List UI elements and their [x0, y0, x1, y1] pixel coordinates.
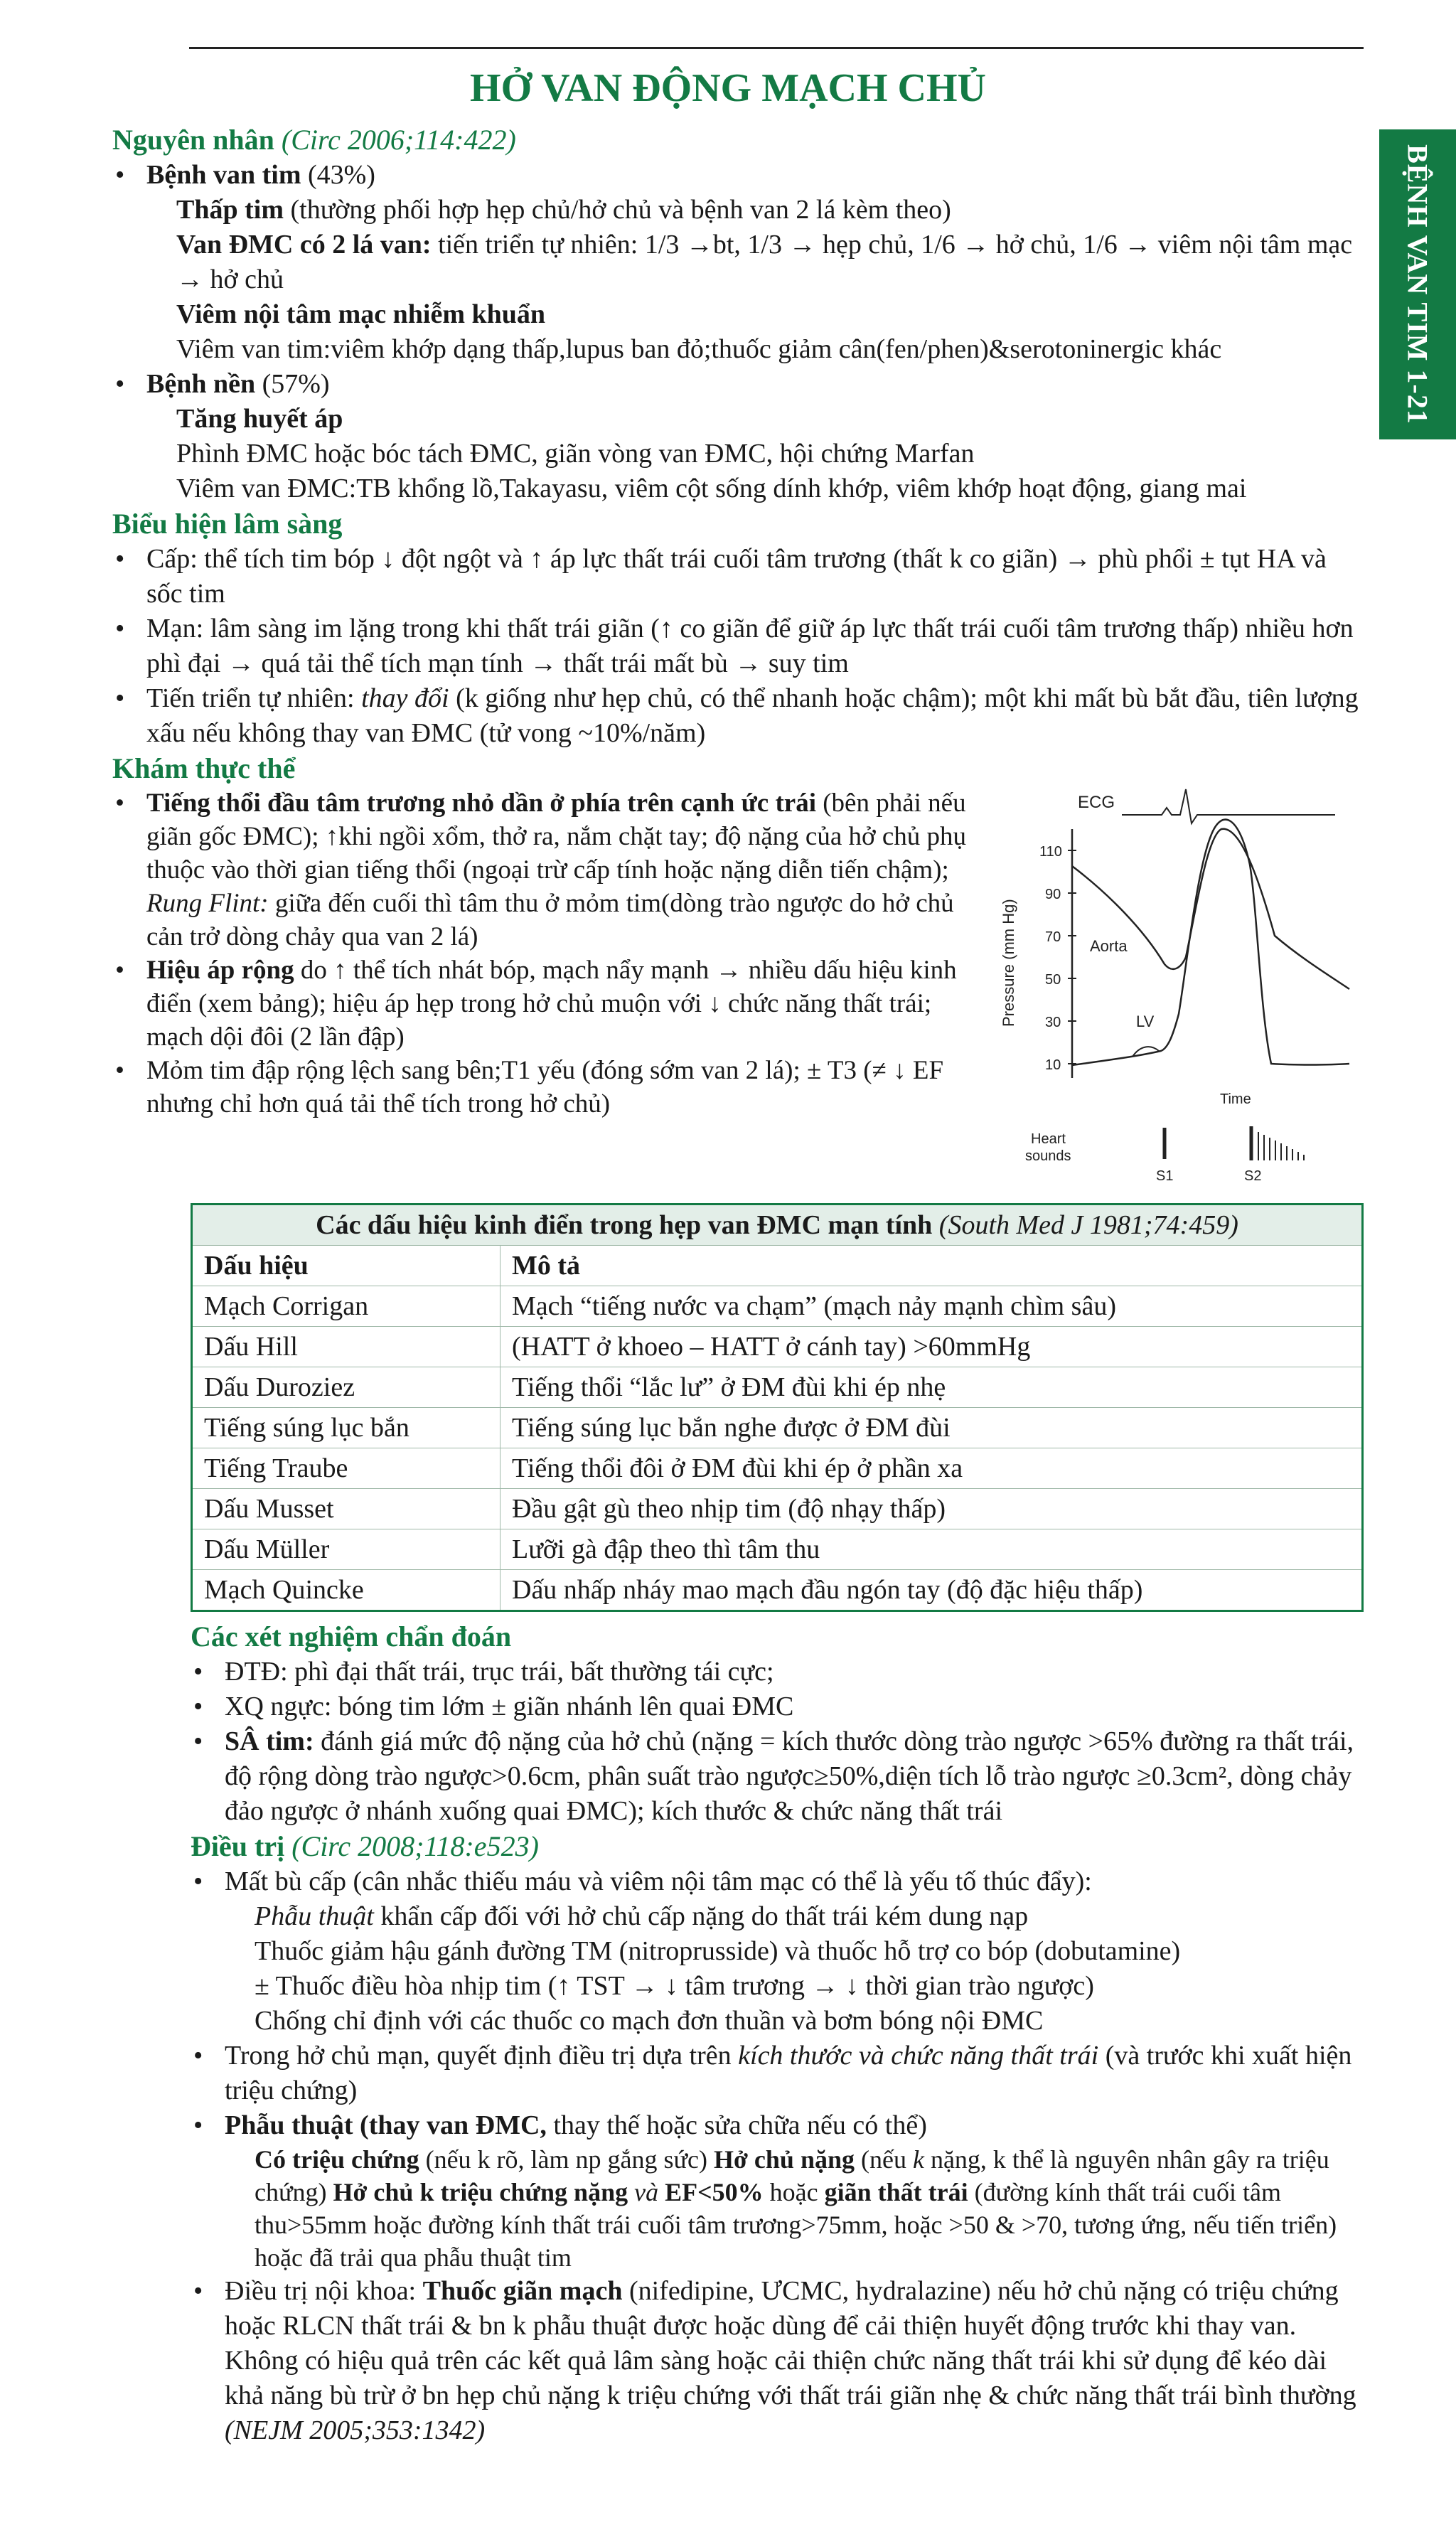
diagnostics-section	[112, 1619, 1364, 2448]
treatment-chronotropic: ± Thuốc điều hòa nhịp tim (↑ TST → ↓ tâm trương → ↓ thời gian trào ngược)	[255, 1971, 1094, 2001]
table-cell-sign: Dấu Duroziez	[192, 1367, 500, 1408]
exam-text	[112, 786, 980, 1185]
diagnostics-ecg: • ĐTĐ: phì đại thất trái, trục trái, bất thường tái cực;	[191, 1655, 1364, 1689]
cause-root-disease	[112, 367, 1364, 402]
table-cell-description: (HATT ở khoeo – HATT ở cánh tay) >60mmHg	[500, 1327, 1363, 1367]
clinical-chronic: • Mạn: lâm sàng im lặng trong khi thất trái giãn (↑ co giãn để giữ áp lực thất trái cuối tâm trương thấp) nhiều hơn phì đại → quá tải thể tích mạn tính → thất trái mất bù → suy tim	[112, 611, 1364, 681]
page-title: HỞ VAN ĐỘNG MẠCH CHỦ	[470, 66, 986, 110]
table-cell-sign: Dấu Müller	[192, 1529, 500, 1570]
table-row	[192, 1448, 1363, 1489]
treatment-asymptomatic-ef: EF<50%	[665, 2178, 764, 2206]
treatment-symptomatic-text: (nếu k rõ, làm np gắng sức)	[425, 2145, 707, 2174]
table-cell-description: Dấu nhấp nháy mao mạch đầu ngón tay (độ đặc hiệu thấp)	[500, 1570, 1363, 1611]
table-cell-description: Tiếng thổi đôi ở ĐM đùi khi ép ở phần xa	[500, 1448, 1363, 1489]
treatment-contraindication: Chống chỉ định với các thuốc co mạch đơn thuần và bơm bóng nội ĐMC	[255, 2006, 1044, 2036]
pressure-waveform-figure	[994, 786, 1364, 1185]
chapter-tab-label: BỆNH VAN TIM 1-21	[1401, 144, 1434, 424]
cause-valve-label: Bệnh van tim	[146, 160, 301, 190]
cause-root-label: Bệnh nền	[146, 369, 256, 399]
cause-endocarditis-label: Viêm nội tâm mạc nhiễm khuẩn	[176, 299, 546, 329]
table-header-description: Mô tả	[500, 1246, 1363, 1286]
treatment-avr	[191, 2108, 1364, 2143]
table-cell-description: Lưỡi gà đập theo thì tâm thu	[500, 1529, 1363, 1570]
exam-section	[112, 786, 1364, 1185]
diagnostics-echo-label: SÂ tim:	[225, 1726, 314, 1756]
classic-signs-table	[191, 1203, 1364, 1612]
treatment-severe-bold: Hở chủ nặng	[714, 2145, 855, 2174]
treatment-heading	[191, 1829, 1364, 1864]
cause-hypertension-label: Tăng huyết áp	[176, 404, 343, 434]
diagnostics-echo	[191, 1724, 1364, 1829]
table-cell-sign: Mạch Quincke	[192, 1570, 500, 1611]
clinical-natural-pre: Tiến triển tự nhiên:	[146, 683, 355, 713]
top-rule	[189, 47, 1364, 49]
treatment-asymptomatic-and: và	[634, 2178, 659, 2206]
exam-pulse-pressure	[112, 954, 980, 1054]
figure-aorta-curve	[1072, 829, 1349, 989]
exam-pulse-bold: Hiệu áp rộng	[146, 956, 294, 985]
clinical-heading: Biểu hiện lâm sàng	[112, 508, 343, 540]
exam-flint-text: giữa đến cuối thì tâm thu ở mỏm tim(dòng trào ngược do hở chủ cản trở dòng chảy qua van 2 lá)	[146, 889, 954, 951]
treatment-heading-text: Điều trị	[191, 1830, 285, 1862]
diagnostics-cxr: • XQ ngực: bóng tim lớm ± giãn nhánh lên quai ĐMC	[191, 1689, 1364, 1724]
cause-bicuspid-text: tiến triển tự nhiên: 1/3 →bt, 1/3 → hẹp chủ, 1/6 → hở chủ, 1/6 → viêm nội tâm mạc → hở chủ	[176, 230, 1353, 294]
cause-valvulitis: Viêm van tim:viêm khớp dạng thấp,lupus ban đỏ;thuốc giảm cân(fen/phen)&serotoninergic khác	[176, 334, 1222, 364]
cause-hypertension	[112, 402, 1364, 437]
treatment-afterload: Thuốc giảm hậu gánh đường TM (nitroprusside) và thuốc hỗ trợ co bóp (dobutamine)	[255, 1936, 1181, 1966]
clinical-acute: • Cấp: thể tích tim bóp ↓ đột ngột và ↑ áp lực thất trái cuối tâm trương (thất k co giãn) → phù phổi ± tụt HA và sốc tim	[112, 542, 1364, 611]
causes-heading	[112, 122, 1364, 158]
treatment-asymptomatic-text: (đường kính thất trái cuối tâm thu>55mm hoặc đường kính thất trái cuối tâm trương>75mm, hoặc >50 & >70, tương ứng, nếu tiến triển) hoặc đã trải qua phẫu thuật tim	[255, 2178, 1337, 2272]
figure-time-label: Time	[1220, 1091, 1251, 1107]
diagnostics-heading: Các xét nghiệm chẩn đoán	[191, 1620, 512, 1652]
cause-aneurysm: Phình ĐMC hoặc bóc tách ĐMC, giãn vòng van ĐMC, hội chứng Marfan	[176, 439, 975, 469]
figure-ecg-trace	[1122, 789, 1335, 823]
treatment-asymptomatic-or: hoặc	[769, 2178, 818, 2206]
treatment-medical-pre: Điều trị nội khoa:	[225, 2276, 417, 2306]
treatment-ref: (Circ 2008;118:e523)	[291, 1830, 539, 1862]
table-caption-ref: (South Med J 1981;74:459)	[938, 1210, 1238, 1240]
exam-flint-label: Rung Flint:	[146, 889, 269, 918]
figure-ytick-70: 70	[1045, 929, 1061, 945]
table-row	[192, 1408, 1363, 1448]
table-cell-sign: Tiếng Traube	[192, 1448, 500, 1489]
treatment-medical-text: (nifedipine, ƯCMC, hydralazine) nếu hở chủ nặng có triệu chứng hoặc RLCN thất trái & bn k phẫu thuật được hoặc dùng để cải thiện huyết động trước khi thay van. Không có hiệu quả trên các kết quả lâm sàng hoặc cải thiện chức năng thất trái khi sử dụng để kéo dài khả năng bù trừ ở bn hẹp chủ nặng k triệu chứng với thất trái giãn nhẹ & chức năng thất trái bình thường	[225, 2276, 1356, 2410]
exam-heading: Khám thực thể	[112, 752, 296, 784]
table-cell-description: Tiếng súng lục bắn nghe được ở ĐM đùi	[500, 1408, 1363, 1448]
table-row	[192, 1367, 1363, 1408]
table-cell-sign: Tiếng súng lục bắn	[192, 1408, 500, 1448]
treatment-chronic	[191, 2039, 1364, 2108]
table-caption	[192, 1205, 1363, 1246]
figure-ecg-label: ECG	[1078, 793, 1115, 812]
cause-valve-disease	[112, 158, 1364, 193]
treatment-medical	[191, 2274, 1364, 2448]
diagnostics-echo-text: đánh giá mức độ nặng của hở chủ (nặng = kích thước dòng trào ngược >65% đường ra thất trái, độ rộng dòng trào ngược>0.6cm, phân suất trào ngược≥50%,diện tích lỗ trào ngược ≥0.3cm², dòng chảy đảo ngược ở nhánh xuống quai ĐMC); kích thước & chức năng thất trái	[225, 1726, 1354, 1826]
figure-s2-label: S2	[1244, 1168, 1262, 1184]
figure-heart-sounds-label-2: sounds	[1025, 1148, 1071, 1164]
cause-root-pct: (57%)	[262, 369, 330, 399]
cause-bicuspid-label: Van ĐMC có 2 lá van:	[176, 230, 432, 260]
figure-s1-label: S1	[1156, 1168, 1174, 1184]
figure-y-label: Pressure (mm Hg)	[1000, 899, 1017, 1027]
treatment-symptomatic-bold: Có triệu chứng	[255, 2145, 419, 2174]
figure-ytick-110: 110	[1039, 844, 1062, 860]
treatment-avr-text: thay thế hoặc sửa chữa nếu có thể)	[553, 2110, 927, 2140]
treatment-surgery-italic: Phẫu thuật	[255, 1901, 374, 1931]
page-content	[112, 122, 1364, 2448]
table-row	[192, 1489, 1363, 1529]
cause-valve-pct: (43%)	[307, 160, 375, 190]
treatment-severe-pre: (nếu	[861, 2145, 906, 2174]
figure-heart-sounds-label-1: Heart	[1031, 1131, 1066, 1147]
figure-aorta-label: Aorta	[1090, 937, 1128, 955]
causes-ref: (Circ 2006;114:422)	[281, 124, 516, 156]
cause-rheumatic-text: (thường phối hợp hẹp chủ/hở chủ và bệnh van 2 lá kèm theo)	[290, 195, 951, 225]
table-cell-sign: Dấu Musset	[192, 1489, 500, 1529]
exam-pulse-text: do ↑ thể tích nhát bóp, mạch nẩy mạnh → nhiều dấu hiệu kinh điển (xem bảng); hiệu áp hẹp trong hở chủ muộn với ↓ chức năng thất trái; mạch dội đôi (2 lần đập)	[146, 956, 957, 1052]
figure-ytick-10: 10	[1045, 1057, 1061, 1073]
treatment-surgery-text: khẩn cấp đối với hở chủ cấp nặng do thất trái kém dung nạp	[380, 1901, 1029, 1931]
table-row	[192, 1327, 1363, 1367]
exam-apex: • Mỏm tim đập rộng lệch sang bên;T1 yếu (đóng sớm van 2 lá); ± T3 (≠ ↓ EF nhưng chỉ hơn quá tải thể tích trong hở chủ)	[112, 1054, 980, 1121]
table-caption-row	[192, 1205, 1363, 1246]
treatment-asymptomatic-bold: Hở chủ k triệu chứng nặng	[333, 2178, 628, 2206]
table-cell-description: Tiếng thổi “lắc lư” ở ĐM đùi khi ép nhẹ	[500, 1367, 1363, 1408]
clinical-natural-italic: thay đổi	[361, 683, 449, 713]
figure-ytick-90: 90	[1045, 887, 1061, 902]
treatment-surgery-urgent	[191, 1899, 1364, 1934]
table-cell-sign: Dấu Hill	[192, 1327, 500, 1367]
causes-heading-text: Nguyên nhân	[112, 124, 274, 156]
treatment-severe-k: k	[912, 2145, 924, 2174]
cause-rheumatic	[112, 193, 1364, 228]
treatment-chronic-post: (và trước khi xuất hiện triệu chứng)	[225, 2041, 1352, 2105]
treatment-chronic-italic: kích thước và chức năng thất trái	[738, 2041, 1099, 2071]
treatment-medical-bold: Thuốc giãn mạch	[422, 2276, 623, 2306]
table-cell-description: Đầu gật gù theo nhịp tim (độ nhạy thấp)	[500, 1489, 1363, 1529]
treatment-avr-bold: Phẫu thuật (thay van ĐMC,	[225, 2110, 547, 2140]
table-row	[192, 1570, 1363, 1611]
treatment-medical-ref: (NEJM 2005;353:1342)	[225, 2415, 486, 2445]
clinical-natural-history	[112, 681, 1364, 751]
figure-ytick-50: 50	[1045, 972, 1061, 988]
figure-lv-label: LV	[1136, 1013, 1155, 1030]
treatment-chronic-pre: Trong hở chủ mạn, quyết định điều trị dựa trên	[225, 2041, 732, 2071]
cause-endocarditis	[112, 297, 1364, 332]
table-row	[192, 1529, 1363, 1570]
table-caption-text: Các dấu hiệu kinh điển trong hẹp van ĐMC mạn tính	[316, 1210, 933, 1240]
table-header-sign: Dấu hiệu	[192, 1246, 500, 1286]
treatment-acute: • Mất bù cấp (cân nhắc thiếu máu và viêm nội tâm mạc có thể là yếu tố thúc đẩy):	[191, 1864, 1364, 1899]
table-row	[192, 1286, 1363, 1327]
cause-rheumatic-label: Thấp tim	[176, 195, 284, 225]
table-header-row	[192, 1246, 1363, 1286]
treatment-severe-post: nặng, k thể là nguyên nhân gây ra triệu chứng)	[255, 2145, 1329, 2206]
chapter-tab	[1379, 129, 1456, 439]
clinical-natural-post: (k giống như hẹp chủ, có thể nhanh hoặc chậm); một khi mất bù bắt đầu, tiên lượng xấu nếu không thay van ĐMC (tử vong ~10%/năm)	[146, 683, 1359, 748]
table-cell-description: Mạch “tiếng nước va chạm” (mạch nảy mạnh chìm sâu)	[500, 1286, 1363, 1327]
figure-s2-mark	[1251, 1126, 1304, 1160]
cause-bicuspid	[112, 228, 1364, 297]
table-cell-sign: Mạch Corrigan	[192, 1286, 500, 1327]
figure-ytick-30: 30	[1045, 1015, 1061, 1030]
treatment-asymptomatic-dilated: giãn thất trái	[824, 2178, 968, 2206]
exam-murmur	[112, 786, 980, 954]
treatment-avr-indications	[191, 2143, 1364, 2274]
cause-aortitis: Viêm van ĐMC:TB khổng lồ,Takayasu, viêm cột sống dính khớp, viêm khớp hoạt động, giang mai	[176, 474, 1247, 503]
exam-murmur-bold: Tiếng thổi đầu tâm trương nhỏ dần ở phía trên cạnh ức trái	[146, 789, 816, 818]
exam-murmur-text: (bên phải nếu giãn gốc ĐMC); ↑khi ngồi xổm, thở ra, nắm chặt tay; độ nặng của hở chủ phụ thuộc vào thời gian tiếng thổi (ngoại trừ cấp tính hoặc nặng diễn tiến chậm);	[146, 789, 967, 885]
